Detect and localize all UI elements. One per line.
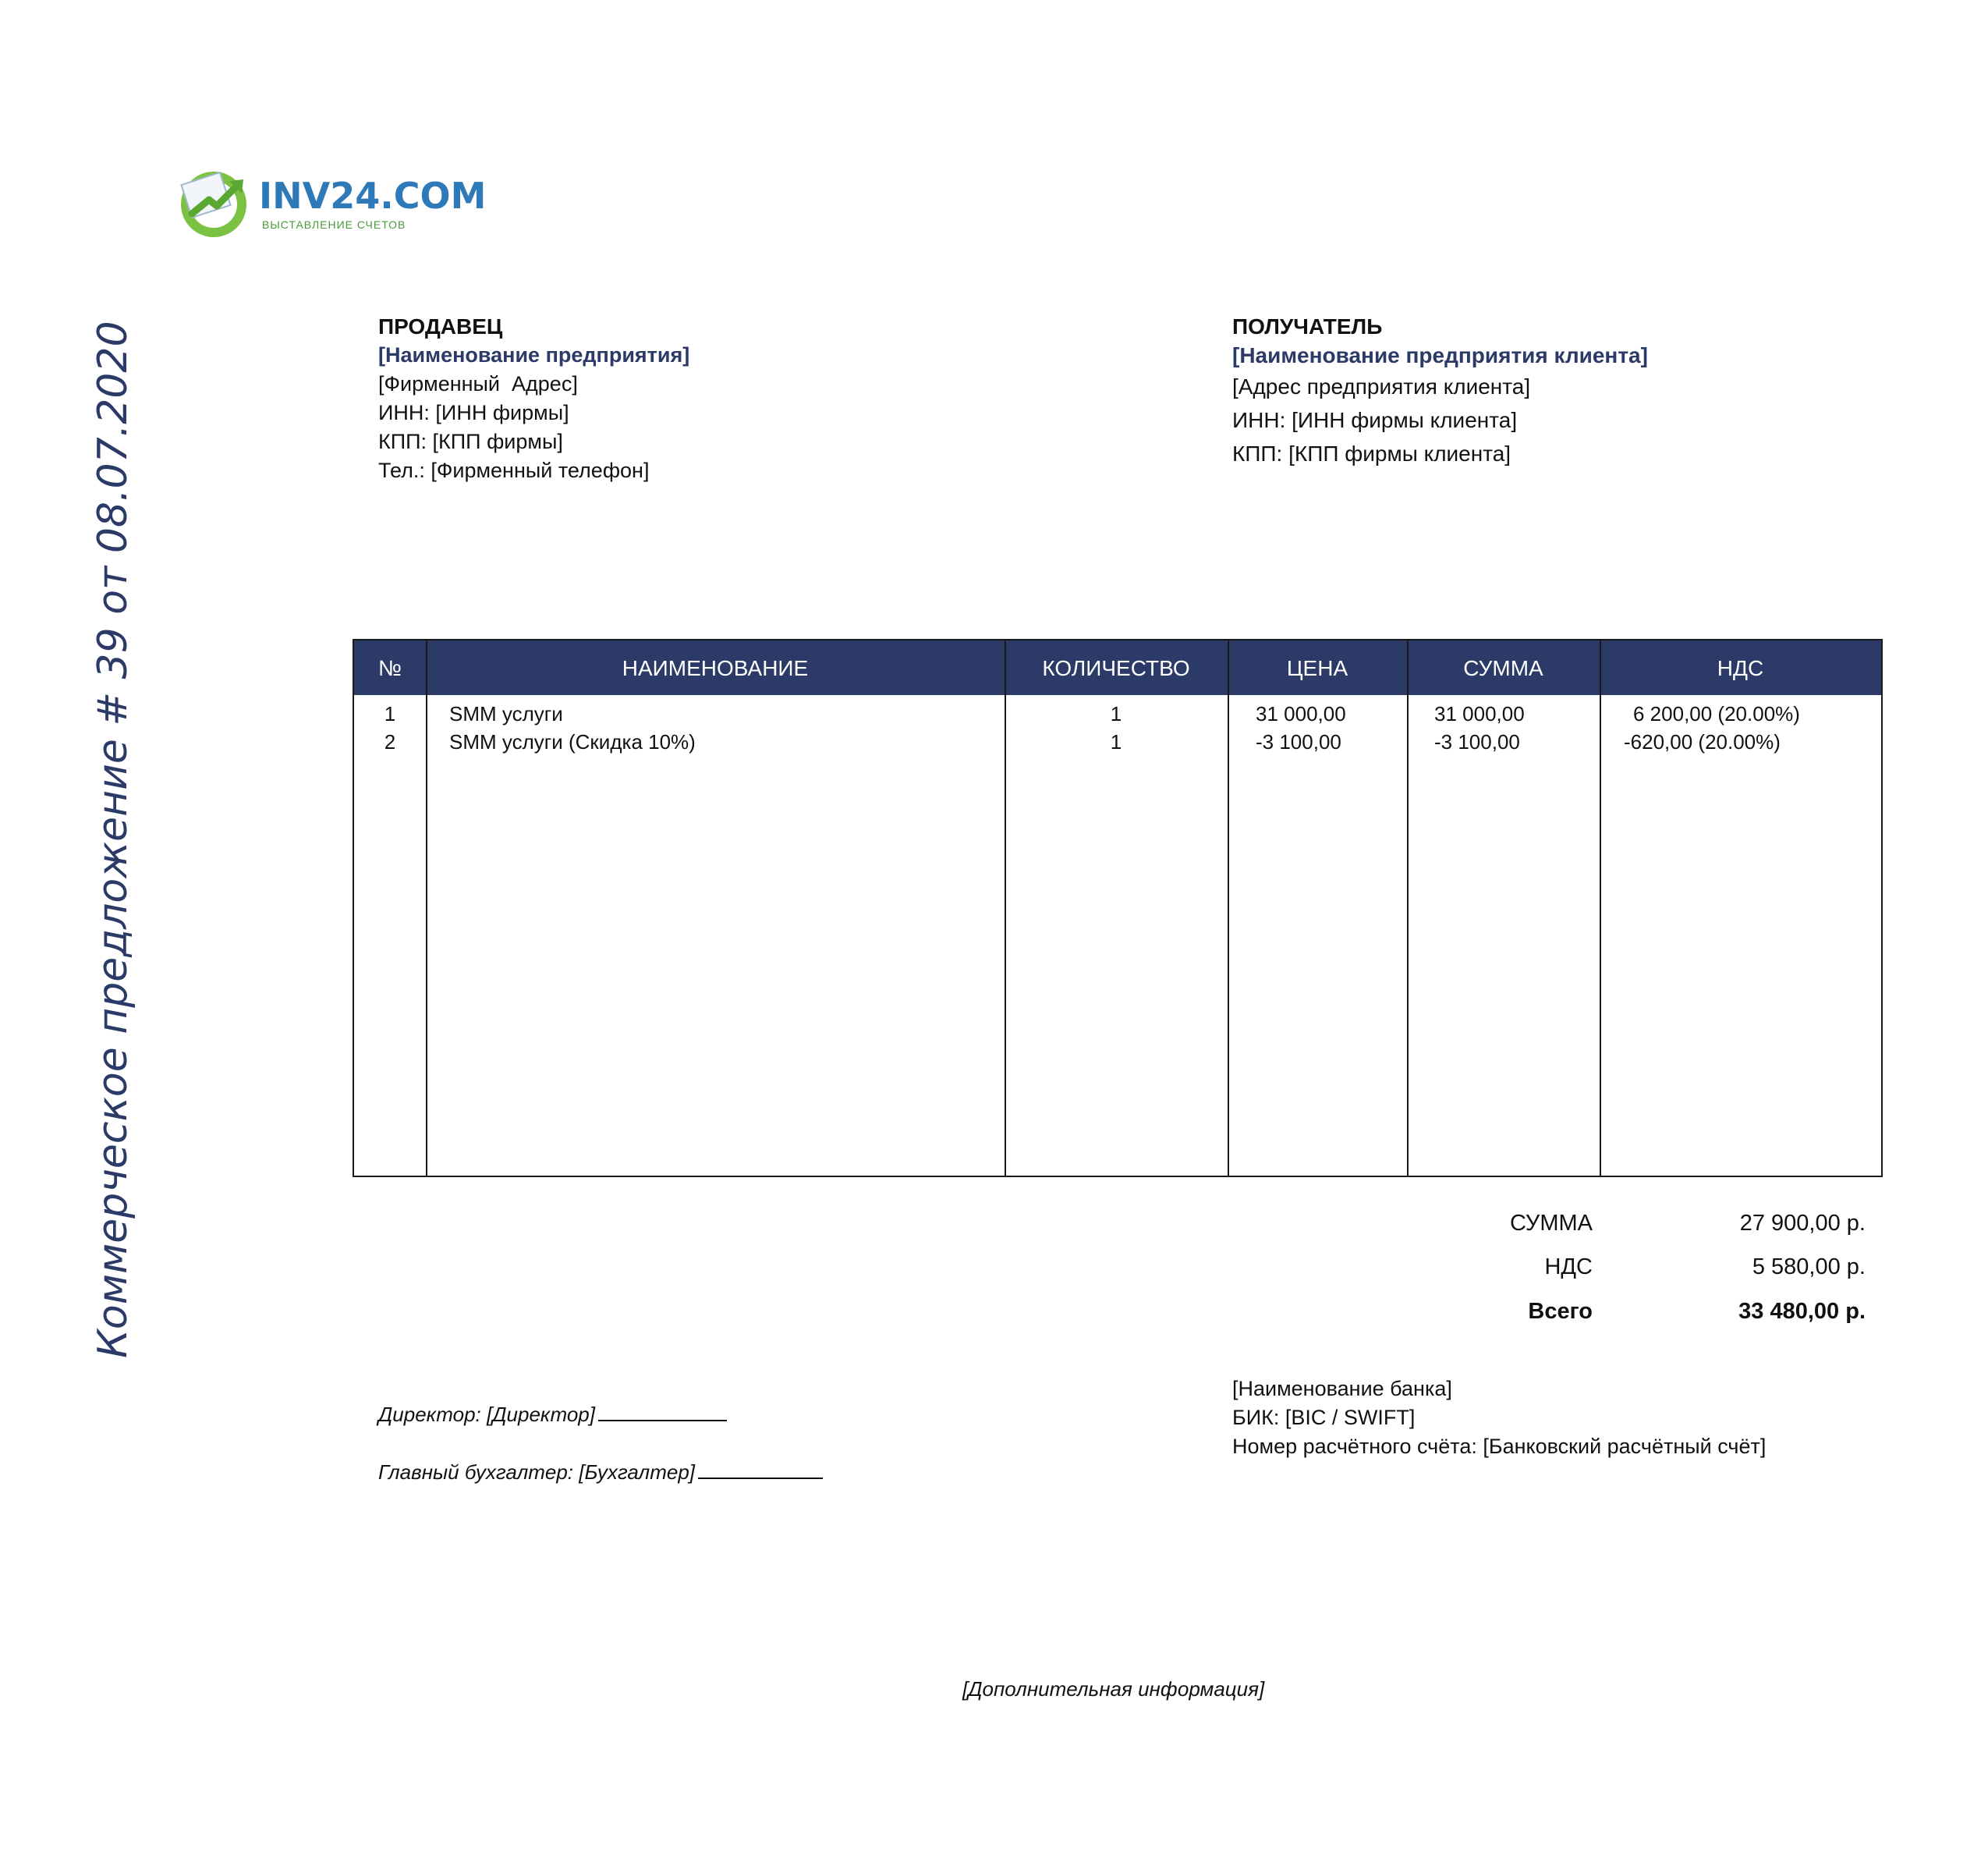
buyer-company: [Наименование предприятия клиента]: [1232, 343, 1648, 367]
bank-name: [Наименование банка]: [1232, 1377, 1452, 1400]
bank-bic: БИК: [BIC / SWIFT]: [1232, 1406, 1416, 1429]
grand-total-value: 33 480,00 р.: [1738, 1299, 1866, 1324]
additional-info: [Дополнительная информация]: [962, 1677, 1265, 1701]
header-name: НАИМЕНОВАНИЕ: [622, 656, 809, 680]
col-divider: [1228, 640, 1229, 1176]
col-divider: [1600, 640, 1601, 1176]
document-title: Коммерческое предложение # 39 от 08.07.2020: [90, 321, 136, 1358]
buyer-address: [Адрес предприятия клиента]: [1232, 374, 1531, 399]
header-sum: СУММА: [1463, 656, 1543, 680]
company-logo: [175, 164, 487, 242]
row1-num: 1: [384, 702, 396, 725]
row1-sum: 31 000,00: [1434, 702, 1525, 725]
vat-total-value: 5 580,00 р.: [1752, 1254, 1866, 1279]
header-price: ЦЕНА: [1286, 656, 1348, 680]
accountant-label: Главный бухгалтер: [Бухгалтер]: [378, 1460, 695, 1484]
header-qty: КОЛИЧЕСТВО: [1042, 656, 1190, 680]
vat-total-label: НДС: [1544, 1254, 1593, 1279]
logo-tagline: ВЫСТАВЛЕНИЕ СЧЕТОВ: [262, 218, 406, 231]
director-label: Директор: [Директор]: [378, 1403, 595, 1426]
row1-name: SMM услуги: [449, 702, 563, 725]
grand-total-label: Всего: [1528, 1299, 1593, 1324]
seller-phone: Тел.: [Фирменный телефон]: [378, 459, 650, 482]
accountant-signature: [378, 1460, 823, 1485]
buyer-kpp: КПП: [КПП фирмы клиента]: [1232, 442, 1511, 466]
row2-sum: -3 100,00: [1434, 730, 1520, 754]
header-num: №: [377, 656, 402, 680]
subtotal-value: 27 900,00 р.: [1739, 1211, 1866, 1236]
items-table: [353, 639, 1883, 1177]
row1-price: 31 000,00: [1256, 702, 1346, 725]
buyer-inn: ИНН: [ИНН фирмы клиента]: [1232, 408, 1518, 432]
seller-address: [Фирменный Адрес]: [378, 372, 578, 396]
logo-name: INV24.COM: [259, 175, 487, 217]
row2-num: 2: [384, 730, 396, 754]
seller-inn: ИНН: [ИНН фирмы]: [378, 401, 569, 424]
logo-icon: [175, 164, 253, 242]
row1-qty: 1: [1110, 702, 1122, 725]
buyer-heading: ПОЛУЧАТЕЛЬ: [1232, 314, 1383, 339]
director-signature: [378, 1403, 727, 1427]
seller-block: [378, 312, 689, 485]
seller-company: [Наименование предприятия]: [378, 343, 690, 367]
subtotal-label: СУММА: [1509, 1211, 1593, 1236]
bank-account: Номер расчётного счёта: [Банковский расчётный счёт]: [1232, 1435, 1767, 1458]
row2-name: SMM услуги (Скидка 10%): [449, 730, 696, 754]
row2-vat: -620,00 (20.00%): [1624, 730, 1781, 754]
signature-line: [698, 1462, 823, 1479]
header-vat: НДС: [1717, 656, 1764, 680]
signature-line: [598, 1404, 727, 1421]
seller-kpp: КПП: [КПП фирмы]: [378, 430, 563, 453]
buyer-block: [1232, 312, 1648, 470]
row2-qty: 1: [1110, 730, 1122, 754]
seller-heading: ПРОДАВЕЦ: [378, 314, 503, 339]
row1-vat: 6 200,00 (20.00%): [1633, 702, 1800, 725]
row2-price: -3 100,00: [1256, 730, 1341, 754]
bank-block: [1232, 1375, 1766, 1461]
col-divider: [426, 640, 427, 1176]
col-divider: [1407, 640, 1409, 1176]
